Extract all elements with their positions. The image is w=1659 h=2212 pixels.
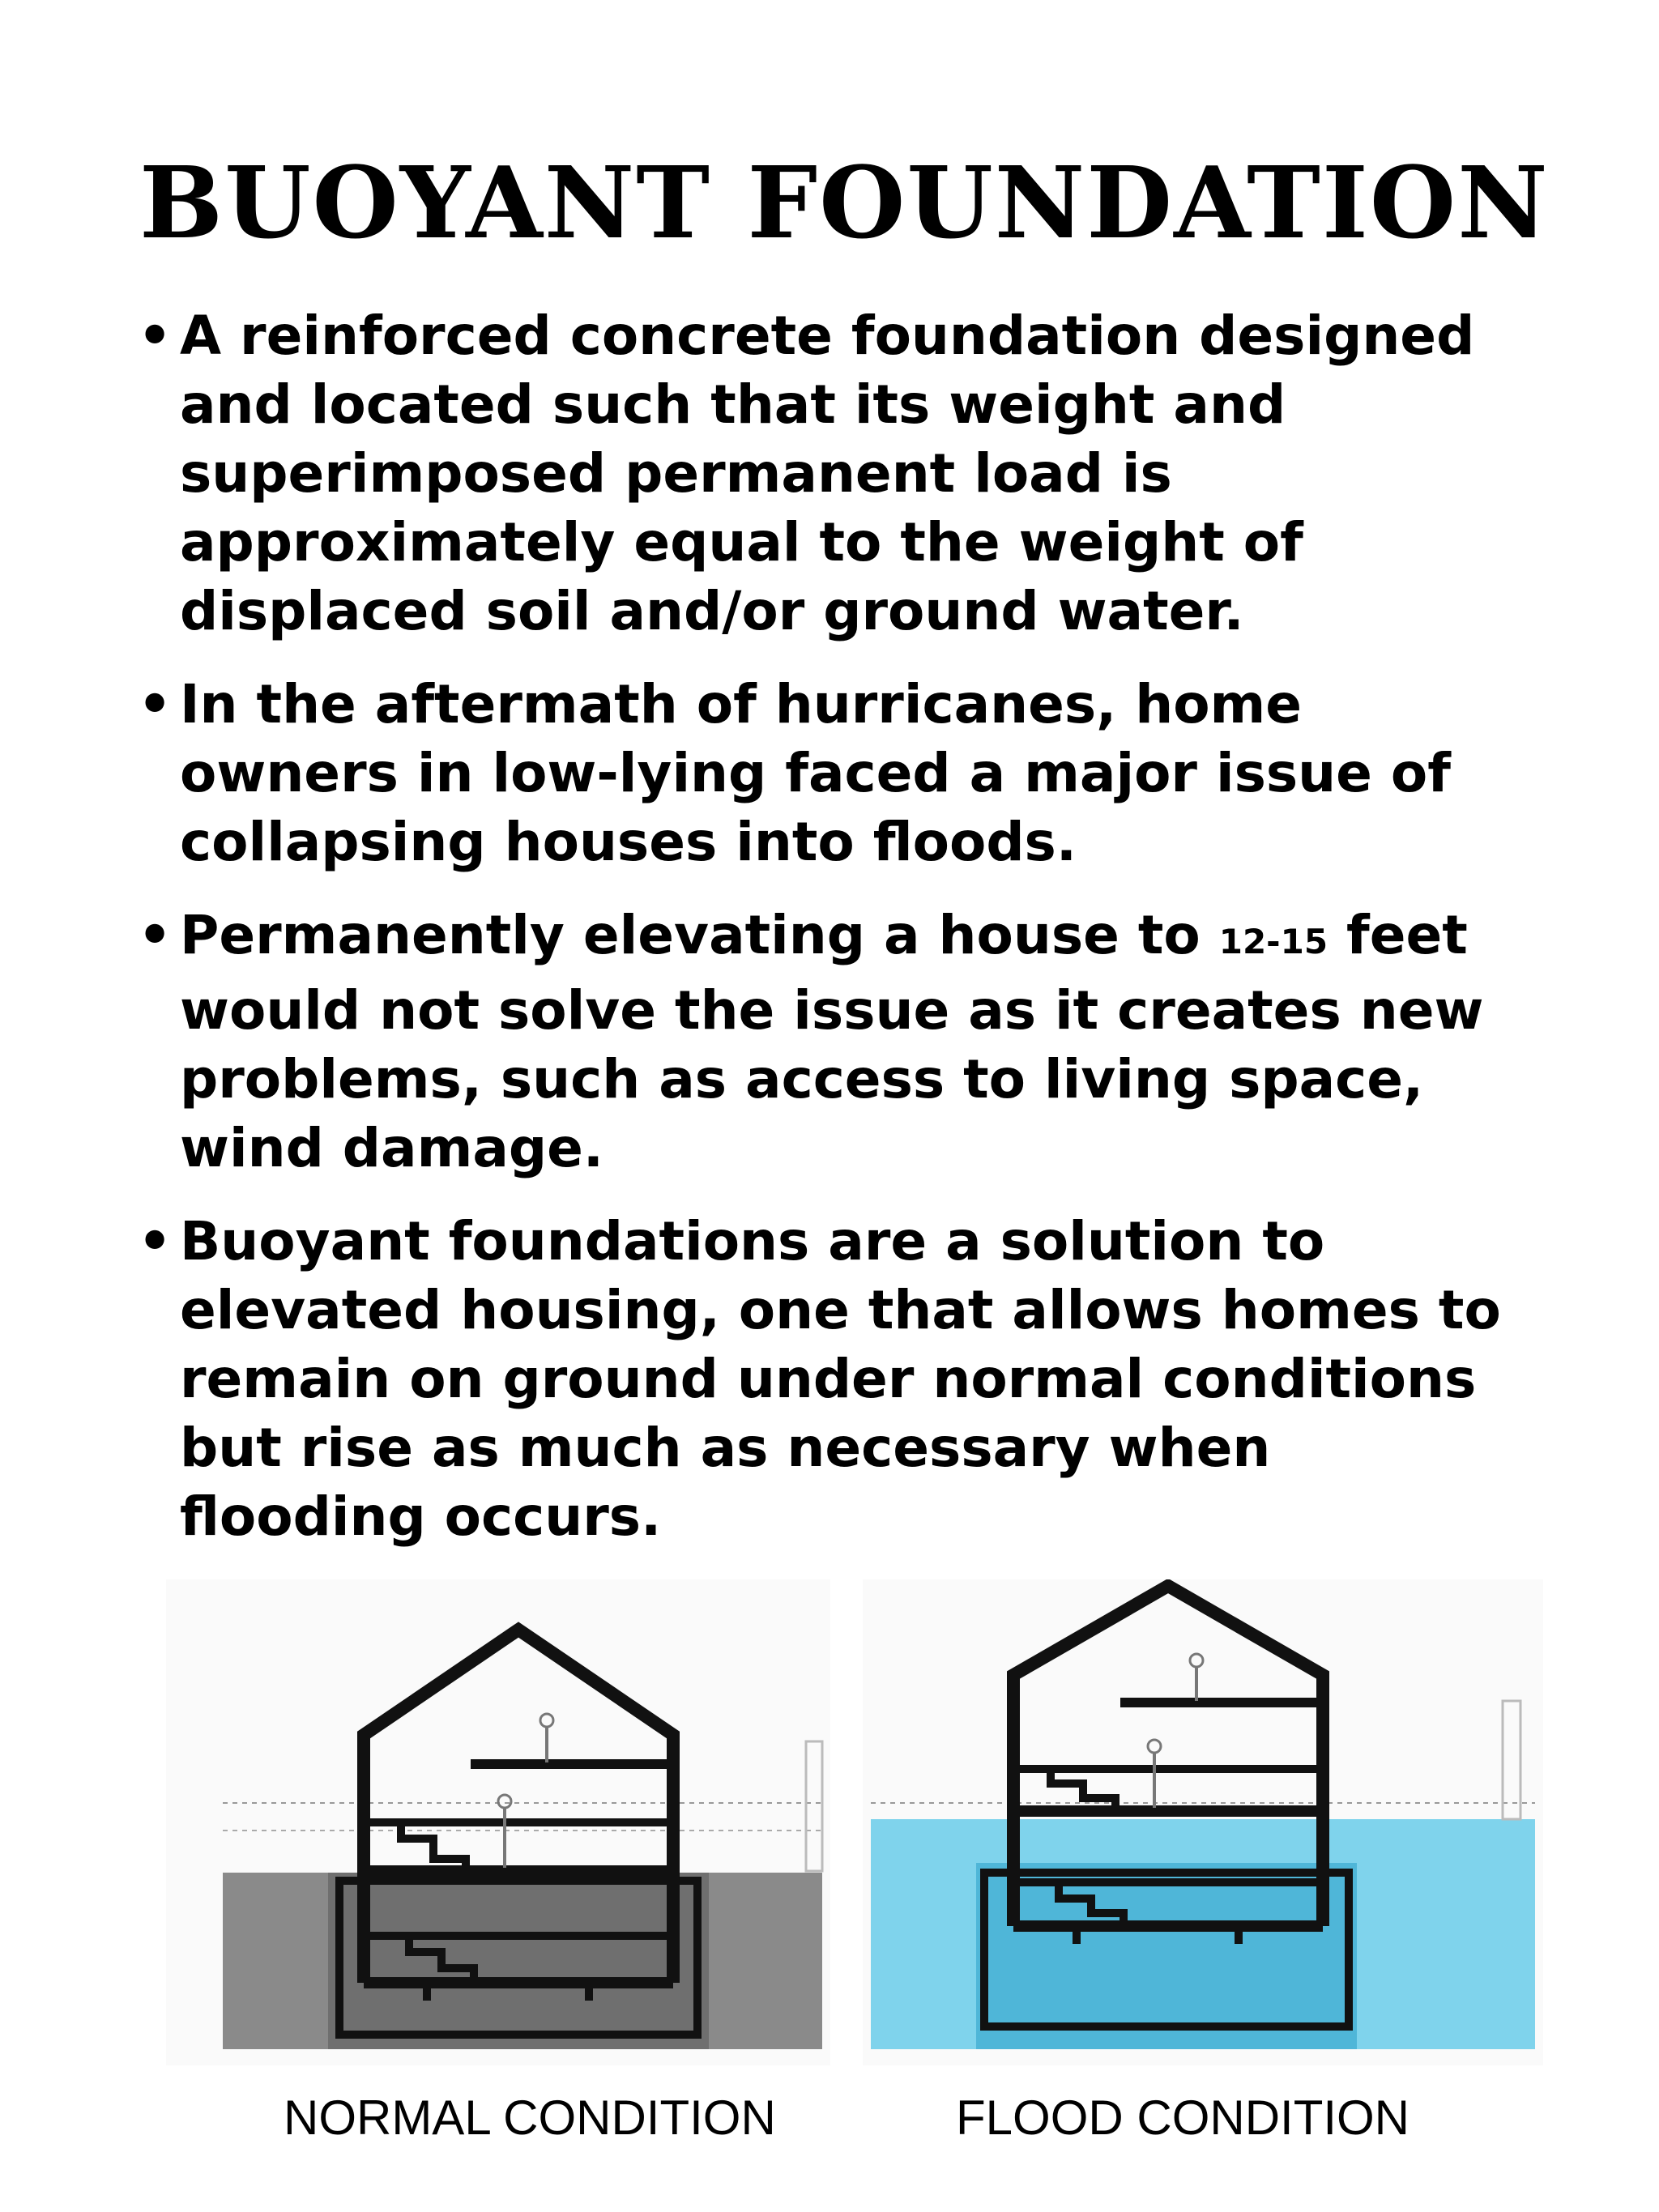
bullet-marker: • — [138, 673, 173, 735]
buoyant-foundation-diagram — [166, 1579, 1543, 2065]
bullet-marker: • — [138, 1210, 173, 1272]
flooded-pit — [976, 1863, 1357, 2049]
bullet-text-part: Permanently elevating a house to — [180, 904, 1219, 966]
bullet-text: In the aftermath of hurricanes, home owners in low-lying faced a major issue of collapsing houses into floods. — [180, 673, 1451, 873]
excavation-pit — [328, 1873, 709, 2049]
bullet-text — [180, 904, 1483, 1179]
bullet-item — [138, 670, 1531, 876]
normal-condition-caption: NORMAL CONDITION — [284, 2091, 776, 2145]
bullet-item — [138, 301, 1531, 646]
flood-condition-section — [863, 1579, 1543, 2065]
page-title: BUOYANT FOUNDATION — [139, 144, 1550, 261]
bullet-item — [138, 901, 1531, 1183]
bullet-text-part: feet would not solve the issue as it creates new problems, such as access to living space, wind damage. — [180, 904, 1484, 1179]
normal-condition-section — [166, 1579, 830, 2065]
bullet-item — [138, 1207, 1531, 1551]
bullet-marker: • — [138, 904, 173, 966]
bullet-text-number: 12-15 — [1218, 922, 1328, 961]
bullet-text: A reinforced concrete foundation designed and located such that its weight and superimposed permanent load is approximately equal to the weight of displaced soil and/or ground water. — [180, 305, 1475, 642]
bullet-marker: • — [138, 305, 173, 367]
bullet-text: Buoyant foundations are a solution to elevated housing, one that allows homes to remain on ground under normal conditions but rise as much as necessary when flooding occurs. — [180, 1210, 1501, 1548]
flood-condition-caption: FLOOD CONDITION — [956, 2091, 1410, 2145]
bullet-list — [138, 301, 1531, 1575]
